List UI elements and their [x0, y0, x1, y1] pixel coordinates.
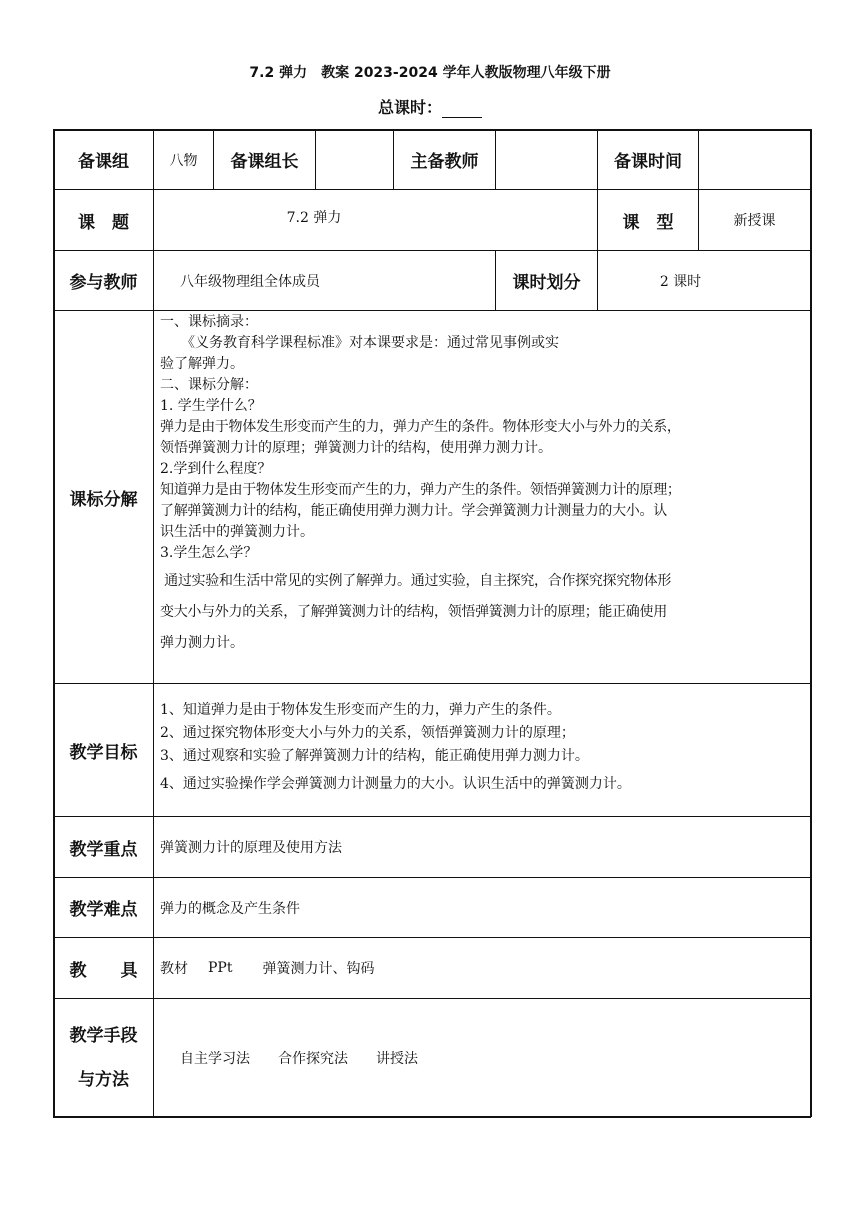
key-points-label: 教学重点: [69, 839, 138, 860]
standards-line: 一、课标摘录：: [160, 314, 258, 330]
objectives-list[interactable]: [160, 699, 808, 796]
tools-list[interactable]: [160, 938, 800, 998]
leader-value[interactable]: [316, 130, 393, 189]
topic-value[interactable]: 7.2 弹力: [286, 210, 342, 226]
total-hours: [0, 95, 860, 118]
group-label: 备课组: [78, 152, 129, 172]
standards-line: 知道弹力是由于物体发生形变而产生的力，弹力产生的条件。领悟弹簧测力计的原理；: [160, 482, 681, 498]
leader-label: 备课组长: [230, 152, 299, 172]
method-line: 通过实验和生活中常见的实例了解弹力。通过实验，自主探究，合作探究探究物体形: [160, 573, 672, 589]
standards-line: 了解弹簧测力计的结构，能正确使用弹力测力计。学会弹簧测力计测量力的大小。认: [160, 503, 667, 519]
standards-line: 2.学到什么程度？: [160, 461, 272, 477]
methods-list[interactable]: [180, 999, 800, 1116]
standards-line: 《义务教育科学课程标准》对本课要求是：通过常见事例或实: [160, 335, 559, 351]
total-hours-blank[interactable]: [442, 101, 482, 118]
methods-label-line1: 教学手段: [69, 1025, 138, 1046]
main-teacher-label: 主备教师: [410, 152, 479, 172]
lesson-type-label: 课 型: [622, 212, 674, 233]
key-points-value[interactable]: 弹簧测力计的原理及使用方法: [160, 840, 342, 856]
difficulties-label: 教学难点: [69, 900, 138, 920]
objective-item: 3、通过观察和实验了解弹簧测力计的结构，能正确使用弹力测力计。: [160, 748, 589, 764]
standards-label: 课标分解: [69, 489, 138, 510]
method-item: 自主学习法: [180, 1050, 250, 1067]
standards-line: 领悟弹簧测力计的原理；弹簧测力计的结构，使用弹力测力计。: [160, 440, 552, 456]
standards-content[interactable]: [160, 312, 808, 659]
objective-item: 1、知道弹力是由于物体发生形变而产生的力，弹力产生的条件。: [160, 702, 561, 718]
standards-line: 弹力是由于物体发生形变而产生的力，弹力产生的条件。物体形变大小与外力的关系，: [160, 419, 681, 435]
group-value[interactable]: 八物: [169, 153, 198, 169]
methods-label-line2: 与方法: [78, 1069, 129, 1090]
tool-item: 弹簧测力计、钩码: [262, 961, 375, 977]
method-line: 弹力测力计。: [160, 635, 244, 651]
tools-label: 教 具: [69, 960, 138, 981]
method-line: 变大小与外力的关系，了解弹簧测力计的结构，领悟弹簧测力计的原理；能正确使用: [160, 604, 667, 620]
participants-label: 参与教师: [69, 273, 138, 293]
main-teacher-value[interactable]: [496, 130, 597, 189]
method-item: 讲授法: [376, 1050, 418, 1067]
difficulties-value[interactable]: 弹力的概念及产生条件: [160, 900, 300, 917]
hours-division-value[interactable]: 2 课时: [659, 273, 702, 290]
method-item: 合作探究法: [278, 1050, 348, 1067]
standards-line: 二、课标分解：: [160, 377, 258, 393]
standards-line: 1. 学生学什么？: [160, 398, 262, 414]
objectives-label: 教学目标: [69, 742, 138, 763]
tool-item: 教材: [160, 961, 188, 977]
standards-line: 验了解弹力。: [160, 356, 244, 372]
document-title: 7.2 弹力 教案 2023-2024 学年人教版物理八年级下册: [249, 65, 611, 81]
participants-value[interactable]: 八年级物理组全体成员: [180, 273, 320, 290]
standards-line: 识生活中的弹簧测力计。: [160, 524, 314, 540]
topic-label: 课 题: [78, 212, 129, 233]
hours-division-label: 课时划分: [512, 273, 581, 293]
total-hours-label: 总课时：: [377, 98, 442, 117]
objective-item: 2、通过探究物体形变大小与外力的关系，领悟弹簧测力计的原理；: [160, 725, 575, 741]
standards-line: 3.学生怎么学？: [160, 545, 258, 561]
prep-time-label: 备课时间: [614, 152, 682, 172]
prep-time-value[interactable]: [699, 130, 810, 189]
lesson-type-value[interactable]: 新授课: [733, 213, 776, 229]
objective-item: 4、通过实验操作学会弹簧测力计测量力的大小。认识生活中的弹簧测力计。: [160, 776, 631, 792]
methods-label: [54, 999, 153, 1116]
tool-item: PPt: [208, 960, 233, 976]
